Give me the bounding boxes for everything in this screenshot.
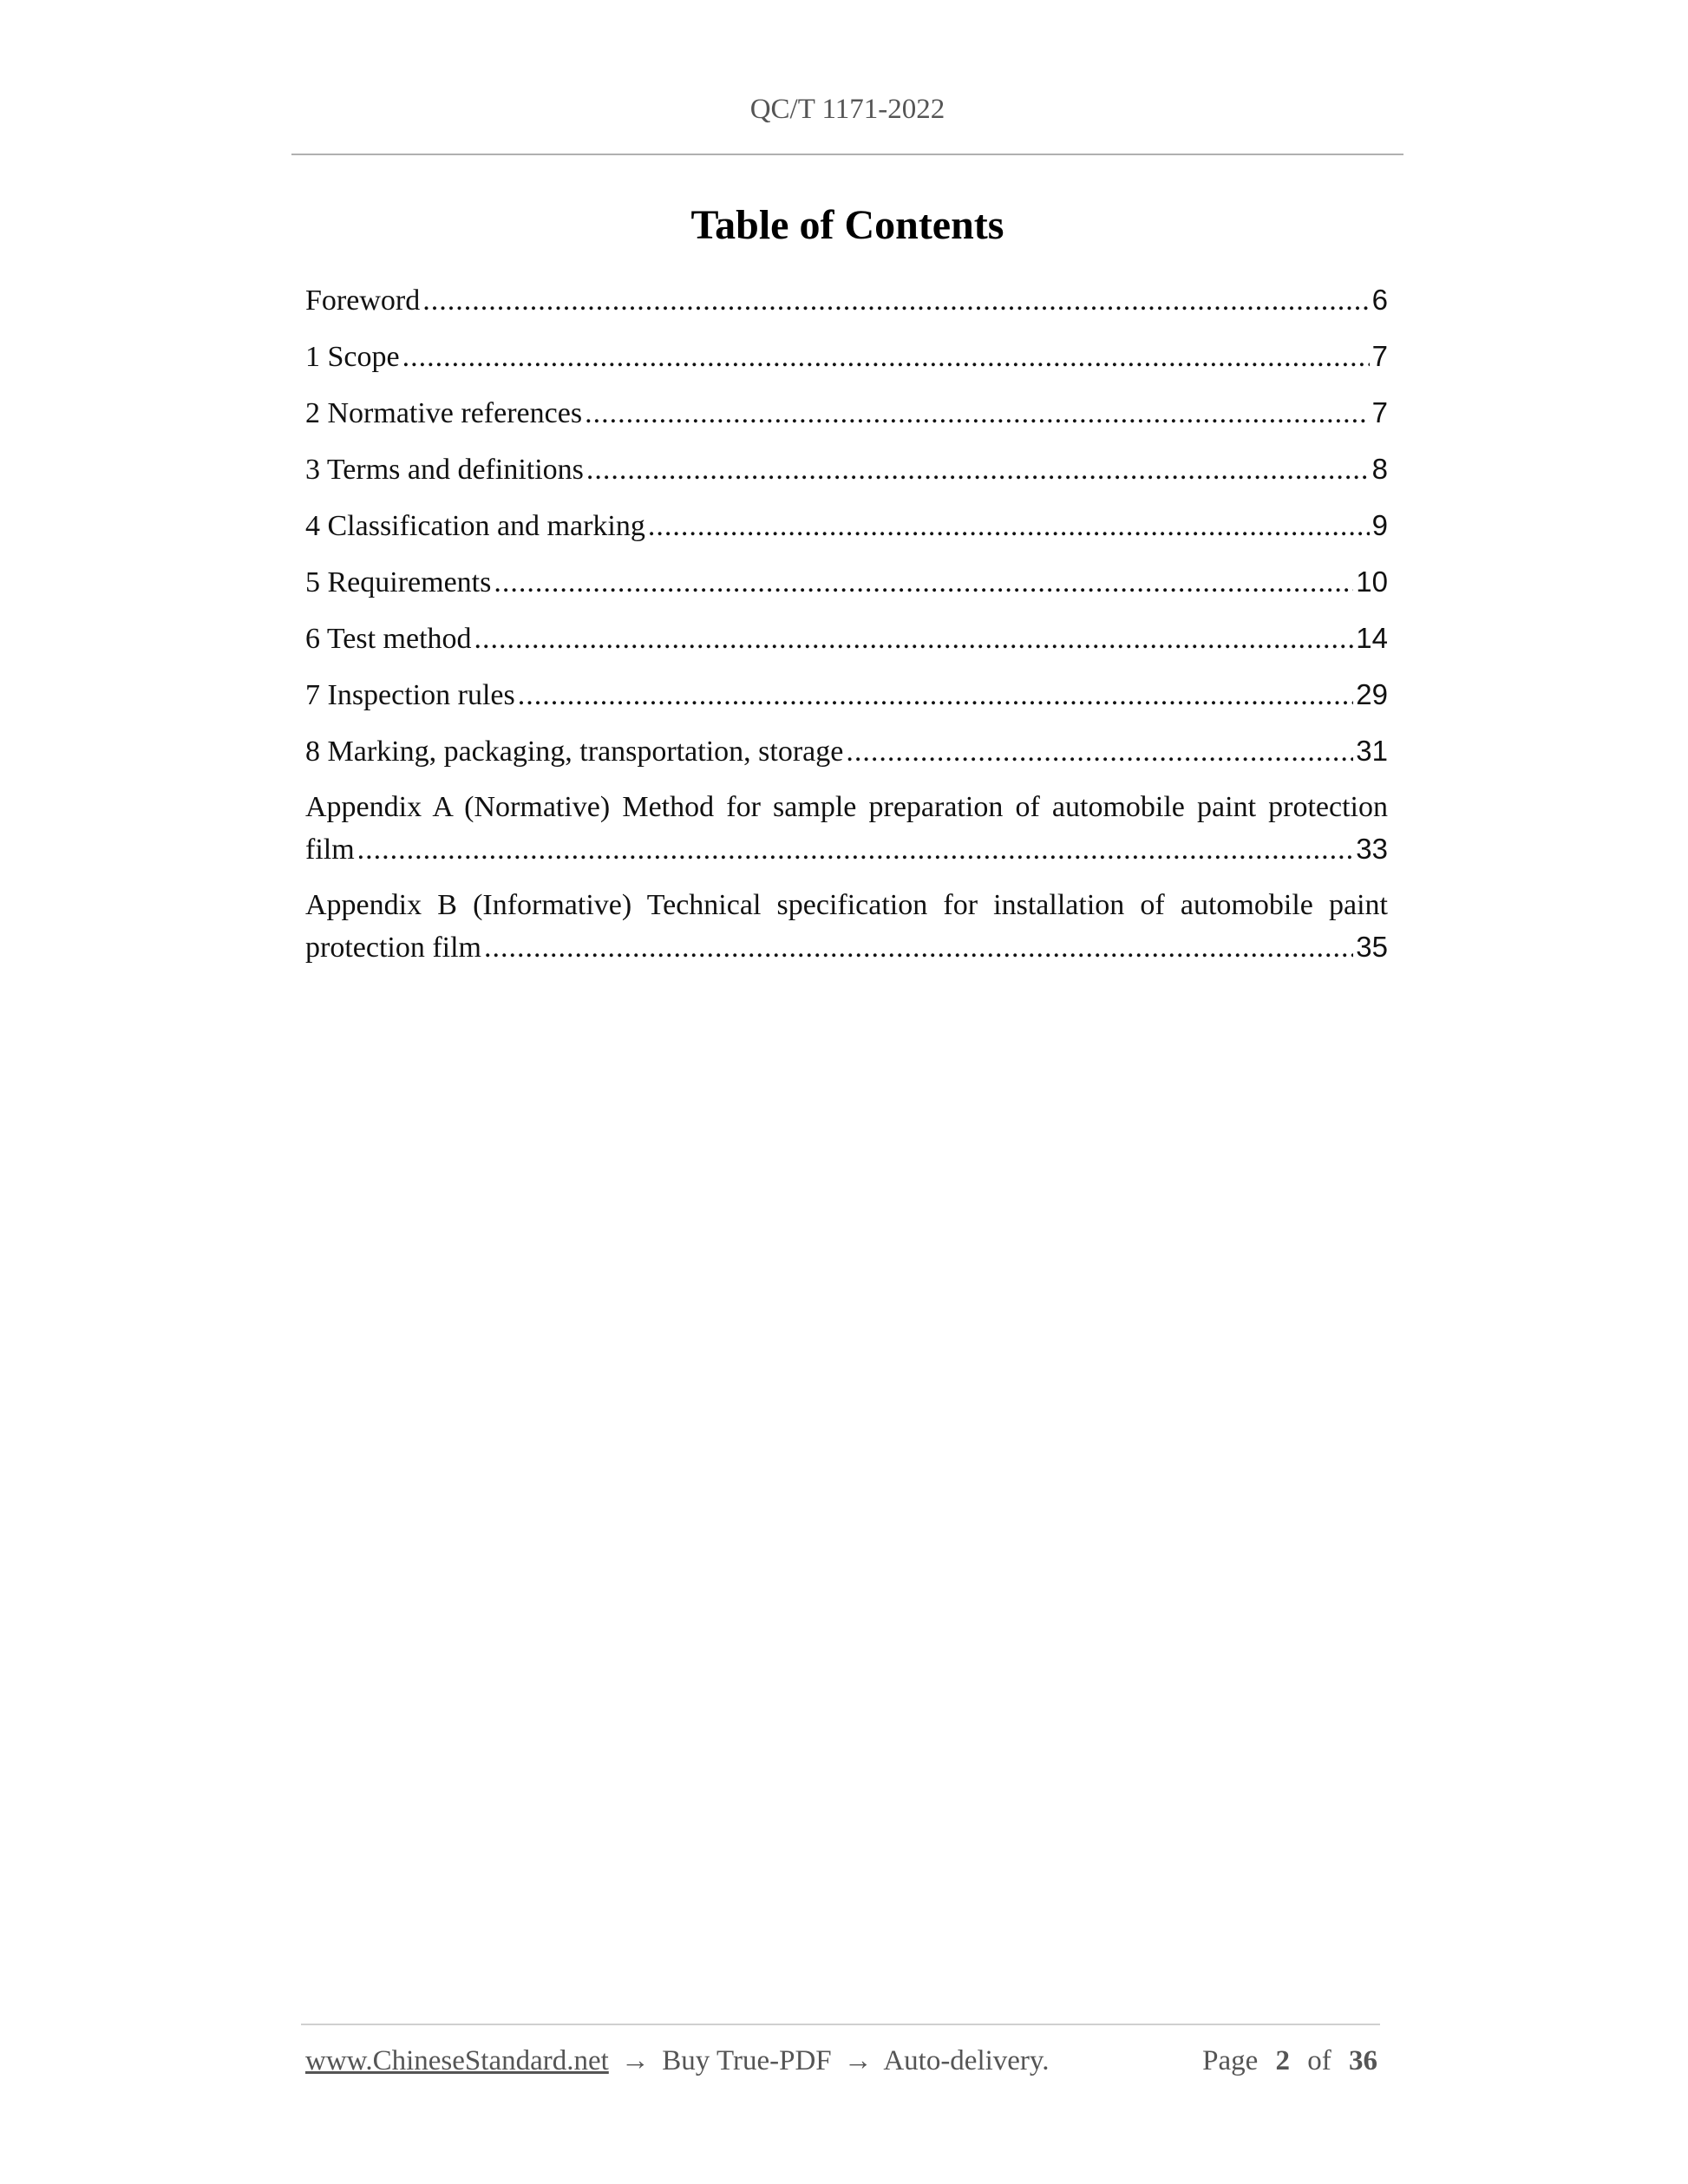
- toc-entry-title: 3 Terms and definitions: [305, 454, 584, 486]
- dot-leader: [357, 829, 1354, 871]
- toc-entry-title: 7 Inspection rules: [305, 679, 515, 711]
- toc-entry-title-line1: Appendix B (Informative) Technical specification for installation of automobile paint: [305, 889, 1388, 921]
- dot-leader: [484, 927, 1353, 969]
- dot-leader: [586, 449, 1370, 491]
- toc-page-number: 31: [1356, 735, 1388, 767]
- document-code-header: QC/T 1171-2022: [749, 94, 945, 125]
- toc-entry-title-line2: protection film: [305, 932, 482, 964]
- toc-page-number: 9: [1371, 509, 1388, 541]
- buy-true-pdf-text: Buy True-PDF: [662, 2045, 832, 2076]
- page-title: Table of Contents: [690, 202, 1004, 248]
- toc-page-number: 10: [1356, 566, 1388, 598]
- toc-entry-scope[interactable]: [305, 336, 1388, 378]
- toc-entry-title: 1 Scope: [305, 341, 400, 373]
- footer-promo: [305, 2045, 1050, 2077]
- of-label: of: [1307, 2045, 1331, 2076]
- toc-entry-title: Foreword: [305, 284, 421, 317]
- toc-page-number: 33: [1356, 833, 1388, 865]
- toc-entry-foreword[interactable]: [305, 279, 1388, 322]
- arrow-right-icon: →: [843, 2045, 873, 2076]
- auto-delivery-text: Auto-delivery.: [883, 2045, 1050, 2076]
- total-pages-number: 36: [1349, 2045, 1377, 2076]
- toc-entry-title: 5 Requirements: [305, 566, 492, 598]
- toc-entry-inspection-rules[interactable]: [305, 674, 1388, 716]
- website-link[interactable]: www.ChineseStandard.net: [305, 2045, 609, 2076]
- table-of-contents: [305, 279, 1388, 983]
- header-divider: [291, 154, 1403, 155]
- toc-page-number: 35: [1356, 931, 1388, 963]
- toc-entry-appendix-b[interactable]: [305, 885, 1388, 969]
- footer-divider: [301, 2024, 1380, 2025]
- toc-entry-normative-references[interactable]: [305, 392, 1388, 435]
- toc-page-number: 14: [1356, 622, 1388, 654]
- dot-leader: [518, 675, 1354, 716]
- page-label: Page: [1202, 2045, 1259, 2076]
- dot-leader: [648, 506, 1370, 547]
- dot-leader: [474, 618, 1354, 660]
- toc-entry-classification-marking[interactable]: [305, 505, 1388, 547]
- toc-entry-title: 8 Marking, packaging, transportation, storage: [305, 736, 844, 768]
- toc-page-number: 6: [1371, 284, 1388, 316]
- toc-entry-title: 2 Normative references: [305, 397, 583, 429]
- dot-leader: [422, 280, 1369, 322]
- dot-leader: [494, 562, 1353, 604]
- toc-entry-appendix-a[interactable]: [305, 787, 1388, 871]
- toc-entry-marking-packaging[interactable]: [305, 730, 1388, 773]
- page-indicator: [1202, 2045, 1377, 2077]
- dot-leader: [402, 337, 1370, 378]
- dot-leader: [846, 731, 1353, 773]
- current-page-number: 2: [1275, 2045, 1290, 2076]
- toc-entry-title-line2: film: [305, 834, 355, 866]
- page-footer: [305, 2045, 1377, 2077]
- toc-entry-title-line1: Appendix A (Normative) Method for sample preparation of automobile paint protection: [305, 791, 1388, 823]
- toc-page-number: 8: [1371, 453, 1388, 485]
- toc-page-number: 29: [1356, 678, 1388, 710]
- toc-page-number: 7: [1371, 340, 1388, 372]
- dot-leader: [585, 393, 1370, 435]
- toc-entry-title: 4 Classification and marking: [305, 510, 645, 542]
- toc-entry-requirements[interactable]: [305, 561, 1388, 604]
- toc-entry-terms-definitions[interactable]: [305, 448, 1388, 491]
- toc-entry-title: 6 Test method: [305, 623, 472, 655]
- arrow-right-icon: →: [621, 2045, 651, 2076]
- toc-page-number: 7: [1371, 396, 1388, 428]
- toc-entry-test-method[interactable]: [305, 618, 1388, 660]
